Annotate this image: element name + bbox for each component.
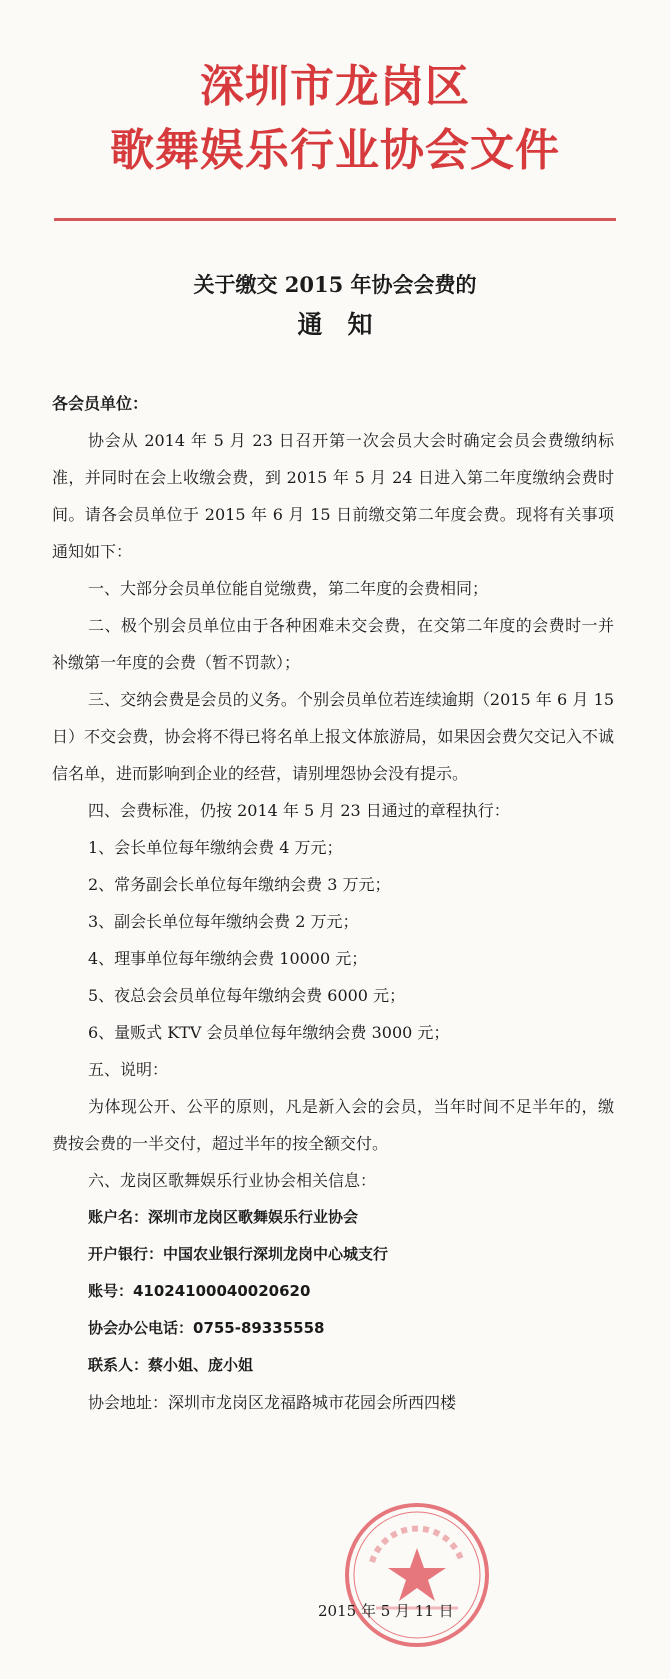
intro-paragraph: 协会从 2014 年 5 月 23 日召开第一次会员大会时确定会员会费缴纳标准，并同时在会上收缴会费，到 2015 年 5 月 24 日进入第二年度缴纳会费时间。请各会员单位于 2015 年 6 月 15 日前缴交第二年度会费。现将有关事项通知如下：	[52, 431, 614, 561]
office-phone: 协会办公电话：0755-89335558	[88, 1319, 325, 1337]
info-heading: 六、龙岗区歌舞娱乐行业协会相关信息：	[88, 1171, 377, 1190]
account-number: 账号：41024100040020620	[88, 1282, 311, 1300]
notice-body	[52, 385, 614, 1421]
explain-text: 为体现公开、公平的原则，凡是新入会的会员，当年时间不足半年的，缴费按会费的一半交付，超过半年的按全额交付。	[52, 1097, 614, 1153]
point-1: 一、大部分会员单位能自觉缴费，第二年度的会费相同；	[88, 579, 489, 598]
fee-item-1: 1、会长单位每年缴纳会费 4 万元；	[88, 838, 343, 857]
bank-name: 开户银行：中国农业银行深圳龙岗中心城支行	[88, 1245, 389, 1263]
notice-title-line2: 通 知	[297, 310, 373, 339]
notice-title-line1: 关于缴交 2015 年协会会费的	[193, 272, 477, 297]
contact-persons: 联系人：蔡小姐、庞小姐	[88, 1356, 254, 1374]
org-name-line2: 歌舞娱乐行业协会文件	[110, 125, 560, 176]
fee-item-4: 4、理事单位每年缴纳会费 10000 元；	[88, 949, 368, 968]
fee-item-6: 6、量贩式 KTV 会员单位每年缴纳会费 3000 元；	[88, 1023, 450, 1042]
red-divider	[54, 218, 616, 221]
fee-item-3: 3、副会长单位每年缴纳会费 2 万元；	[88, 912, 359, 931]
office-address: 协会地址：深圳市龙岗区龙福路城市花园会所西四楼	[88, 1393, 457, 1412]
account-name: 账户名：深圳市龙岗区歌舞娱乐行业协会	[88, 1208, 359, 1226]
explain-heading: 五、说明：	[88, 1060, 169, 1079]
fee-item-5: 5、夜总会会员单位每年缴纳会费 6000 元；	[88, 986, 406, 1005]
issue-date: 2015 年 5 月 11 日	[318, 1602, 454, 1620]
point-4: 四、会费标准，仍按 2014 年 5 月 23 日通过的章程执行：	[88, 801, 510, 820]
org-name-line1: 深圳市龙岗区	[200, 61, 470, 112]
fee-item-2: 2、常务副会长单位每年缴纳会费 3 万元；	[88, 875, 391, 894]
official-seal-icon	[342, 1500, 492, 1650]
point-2: 二、极个别会员单位由于各种困难未交会费，在交第二年度的会费时一并补缴第一年度的会费（暂不罚款）；	[52, 616, 614, 672]
salutation: 各会员单位：	[52, 394, 149, 413]
point-3: 三、交纳会费是会员的义务。个别会员单位若连续逾期（2015 年 6 月 15 日）不交会费，协会将不得已将名单上报文体旅游局，如果因会费欠交记入不诚信名单，进而影响到企业的经营，请别埋怨协会没有提示。	[52, 690, 614, 783]
